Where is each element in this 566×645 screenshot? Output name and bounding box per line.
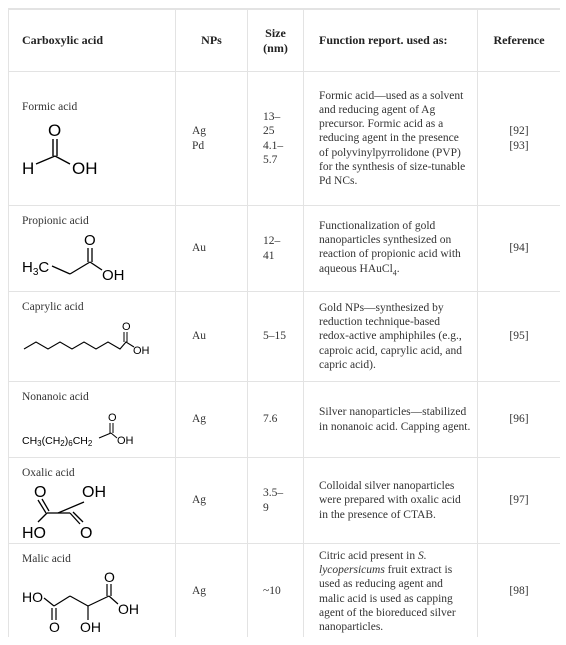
acid-cell (9, 458, 176, 544)
acid-cell (9, 382, 176, 458)
caprylic-acid-structure (22, 316, 162, 356)
atom-label-o-bottom: O (49, 619, 60, 635)
function-text: Citric acid present in (319, 550, 418, 563)
header-size: Size (nm) (248, 10, 304, 72)
nps-cell (176, 72, 248, 206)
atom-label-o: O (108, 412, 117, 425)
oxalic-acid-structure (22, 482, 132, 542)
np-value: Ag (192, 585, 207, 598)
atom-label-h3c: $H_3C$ (22, 259, 50, 279)
size-value: 12– (263, 235, 281, 248)
reference-cell (478, 72, 561, 206)
header-reference: Reference (478, 10, 561, 72)
reference-cell (478, 544, 561, 638)
atom-label-o-top: O (34, 484, 47, 502)
table-row (9, 206, 561, 292)
nps-cell (176, 292, 248, 382)
species-name: S. lycopersicums (319, 550, 427, 577)
reference-link[interactable]: [92] (509, 125, 529, 138)
table-row (9, 544, 561, 638)
function-cell: Silver nanoparticles—stabilized in nonanoic acid. Capping agent. (304, 382, 478, 458)
reference-link[interactable]: [98] (509, 585, 529, 598)
size-value: 9 (263, 501, 269, 514)
acid-name: Malic acid (22, 553, 71, 565)
acid-name: Propionic acid (22, 215, 89, 227)
nps-cell (176, 206, 248, 292)
atom-label-ho: HO (22, 589, 43, 606)
size-cell (248, 544, 304, 638)
header-function: Function report. used as: (304, 10, 478, 72)
function-cell (304, 544, 478, 638)
size-value: 3.5– (263, 487, 284, 500)
reference-link[interactable]: [93] (509, 139, 529, 152)
size-cell (248, 292, 304, 382)
formic-acid-structure (22, 116, 122, 178)
size-value: 41 (263, 249, 275, 262)
size-value: 5–15 (263, 330, 286, 343)
acid-cell (9, 544, 176, 638)
table-row (9, 292, 561, 382)
function-cell: Formic acid—used as a solvent and reducing agent of Ag precursor. Formic acid as a reducing agent in the presence of polyvinylpyrrolidone (PVP) for the synthesis of size-tunable Pd NCs. (304, 72, 478, 206)
function-text: fruit extract is used as reducing agent and malic acid is used as capping agent of the bioreduced silver nanoparticles. (319, 564, 456, 633)
function-cell: Gold NPs—synthesized by reduction technique-based redox-active amphiphiles (e.g., caproic acid, caprylic acid, and capric acid). (304, 292, 478, 382)
np-value: Ag (192, 413, 207, 426)
nps-cell (176, 382, 248, 458)
nps-cell (176, 458, 248, 544)
acid-cell (9, 292, 176, 382)
np-value: Ag (192, 125, 207, 138)
atom-label-o: O (84, 232, 96, 250)
np-value: Au (192, 330, 207, 343)
nonanoic-acid-structure (22, 406, 162, 448)
atom-label-o-top: O (104, 569, 115, 586)
table-row (9, 458, 561, 544)
acid-name: Nonanoic acid (22, 391, 89, 403)
atom-label-o: O (48, 121, 62, 141)
header-carboxylic-acid: Carboxylic acid (9, 10, 176, 72)
atom-label-oh-right: OH (118, 601, 139, 618)
table-frame (8, 8, 560, 637)
reference-link[interactable]: [97] (509, 494, 529, 507)
atom-label-ho: HO (22, 525, 46, 543)
atom-label-oh-bottom: OH (80, 619, 101, 635)
size-value: 5.7 (263, 153, 278, 166)
size-cell (248, 72, 304, 206)
carboxylic-acid-table (8, 9, 560, 637)
table-row (9, 72, 561, 206)
table-row (9, 382, 561, 458)
header-nps: NPs (176, 10, 248, 72)
reference-cell (478, 206, 561, 292)
reference-link[interactable]: [95] (509, 330, 529, 343)
atom-label-oh: OH (82, 484, 106, 502)
reference-cell (478, 458, 561, 544)
atom-label-chain: CH3(CH2)6CH2 (22, 435, 93, 449)
atom-label-oh: OH (133, 345, 150, 357)
size-value: 4.1– (263, 139, 284, 152)
function-cell: Colloidal silver nanoparticles were prepared with oxalic acid in the presence of CTAB. (304, 458, 478, 544)
acid-name: Oxalic acid (22, 467, 75, 479)
reference-cell (478, 382, 561, 458)
size-value: 13– (263, 111, 281, 124)
size-value: 25 (263, 125, 275, 138)
size-value: 7.6 (263, 413, 278, 426)
malic-acid-structure (22, 568, 162, 634)
acid-name: Formic acid (22, 101, 78, 113)
np-value: Pd (192, 139, 205, 152)
reference-link[interactable]: [94] (509, 242, 529, 255)
nps-cell (176, 544, 248, 638)
np-value: Ag (192, 494, 207, 507)
propionic-acid-structure (22, 230, 142, 282)
atom-label-h: H (22, 159, 35, 179)
reference-cell (478, 292, 561, 382)
size-cell (248, 458, 304, 544)
header-row (9, 10, 561, 72)
size-cell (248, 206, 304, 292)
atom-label-oh: OH (102, 267, 125, 283)
size-cell (248, 382, 304, 458)
atom-label-oh: OH (117, 435, 134, 448)
function-cell: Functionalization of gold nanoparticles synthesized on reaction of propionic acid with aqueous HAuCl$_4$. (304, 206, 478, 292)
acid-cell (9, 72, 176, 206)
acid-name: Caprylic acid (22, 301, 84, 313)
atom-label-o: O (122, 321, 131, 334)
size-value: ~10 (263, 585, 281, 598)
atom-label-oh: OH (72, 159, 98, 179)
atom-label-o-bottom: O (80, 525, 93, 543)
reference-link[interactable]: [96] (509, 413, 529, 426)
acid-cell (9, 206, 176, 292)
np-value: Au (192, 242, 207, 255)
